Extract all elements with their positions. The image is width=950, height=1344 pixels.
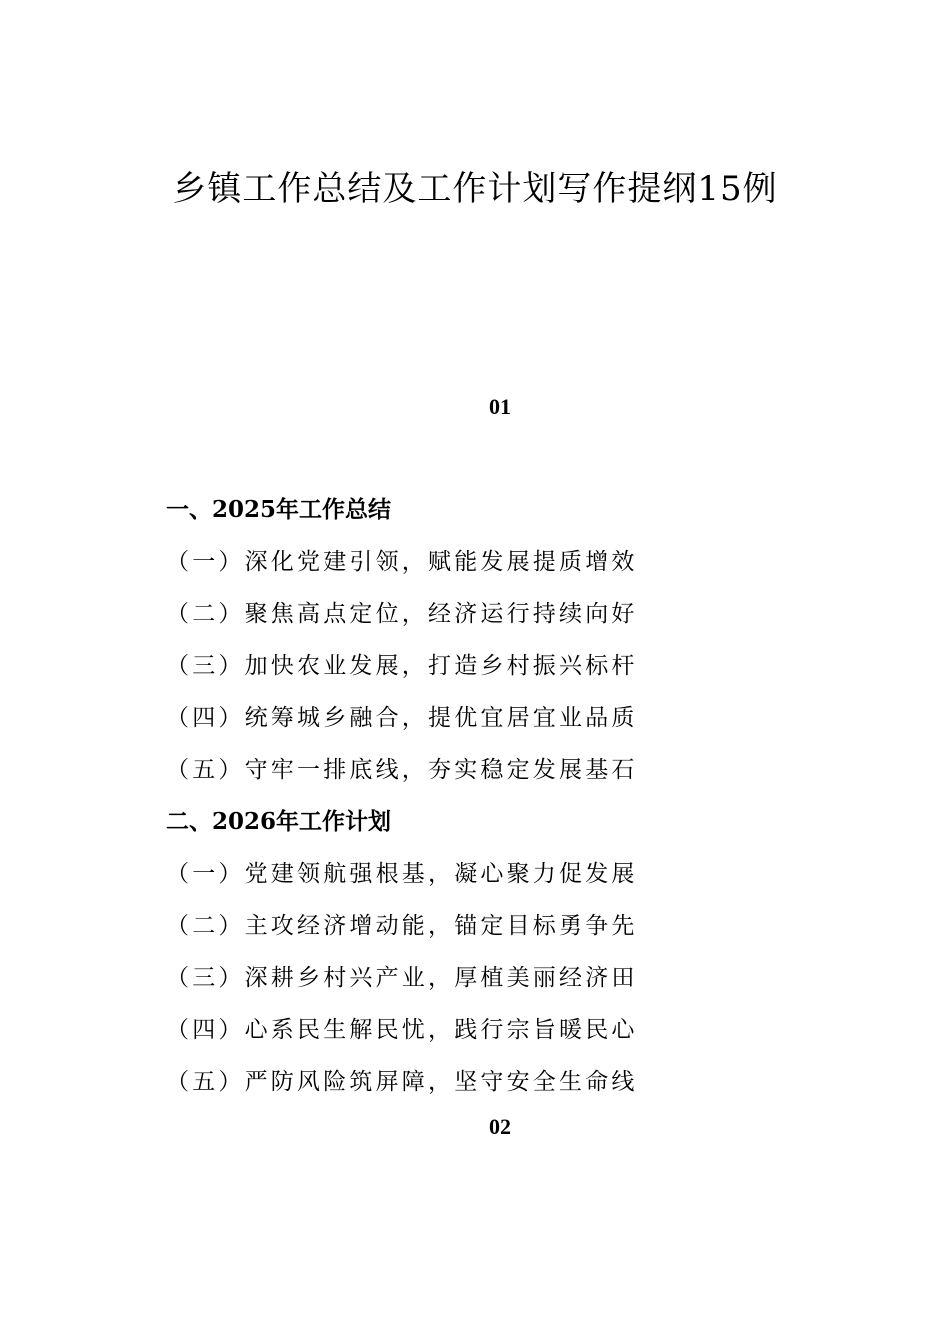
outline-item: （三）深耕乡村兴产业，厚植美丽经济田: [166, 965, 638, 991]
outline-item: （四）心系民生解民忧，践行宗旨暖民心: [166, 1017, 638, 1043]
section-number-02: 02: [489, 1114, 511, 1139]
outline-item: （四）统筹城乡融合，提优宜居宜业品质: [166, 705, 638, 731]
outline-item: （二）主攻经济增动能，锚定目标勇争先: [166, 913, 638, 939]
outline-item: （二）聚焦高点定位，经济运行持续向好: [166, 601, 638, 627]
outline-item: （一）党建领航强根基，凝心聚力促发展: [166, 861, 638, 887]
outline: [166, 491, 686, 1115]
outline-item: （五）严防风险筑屏障，坚守安全生命线: [166, 1069, 638, 1095]
outline-item: （一）深化党建引领，赋能发展提质增效: [166, 549, 638, 575]
outline-item: （五）守牢一排底线，夯实稳定发展基石: [166, 757, 638, 783]
document-title: 乡镇工作总结及工作计划写作提纲15例: [172, 169, 778, 209]
outline-item: （三）加快农业发展，打造乡村振兴标杆: [166, 653, 638, 679]
section-number-01: 01: [489, 394, 511, 419]
outline-heading-plan: 二、2026年工作计划: [166, 808, 392, 835]
outline-heading-summary: 一、2025年工作总结: [166, 496, 392, 523]
